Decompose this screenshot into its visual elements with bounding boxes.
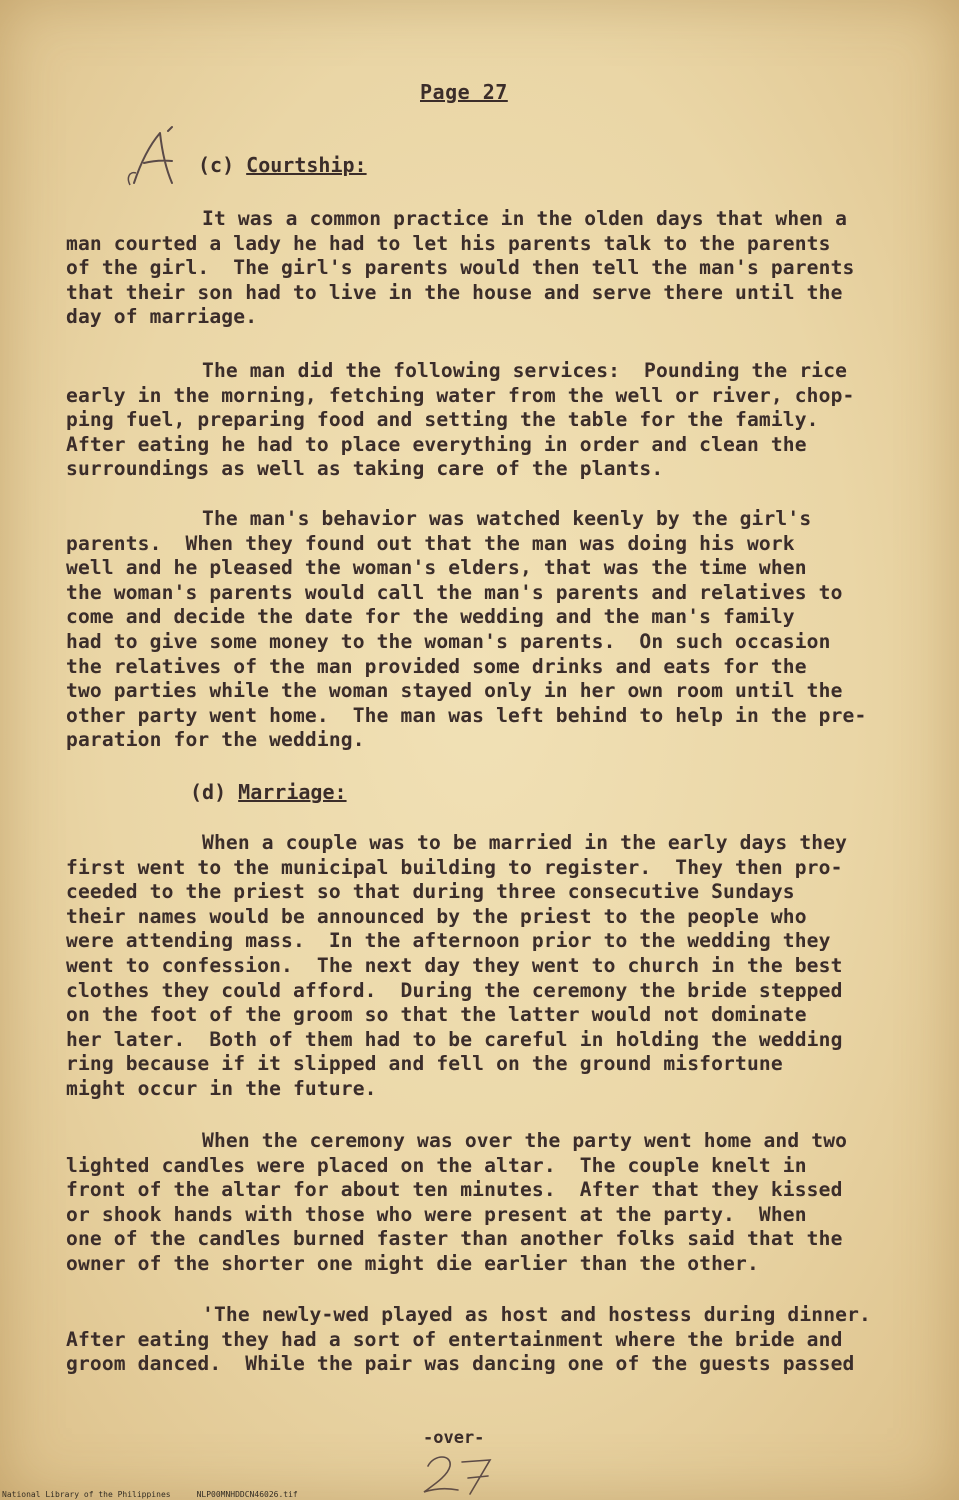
text-line: groom danced. While the pair was dancing one of the guests passed <box>66 1352 855 1376</box>
text-line: well and he pleased the woman's elders, that was the time when <box>66 556 807 580</box>
text-line: 'The newly-wed played as host and hostess during dinner. <box>202 1303 871 1326</box>
text-line: one of the candles burned faster than another folks said that the <box>66 1227 843 1251</box>
text-line: had to give some money to the woman's parents. On such occasion <box>66 629 831 653</box>
text-line: ceeded to the priest so that during three consecutive Sundays <box>66 880 795 904</box>
text-line: The man's behavior was watched keenly by the girl's <box>202 507 812 530</box>
paragraph-ceremony <box>66 1129 896 1277</box>
text-line: were attending mass. In the afternoon prior to the wedding they <box>66 929 831 953</box>
text-line: early in the morning, fetching water from the well or river, chop- <box>66 383 855 407</box>
text-line: After eating he had to place everything in order and clean the <box>66 432 807 456</box>
text-line: on the foot of the groom so that the latter would not dominate <box>66 1003 807 1027</box>
paragraph-courtship-intro <box>66 207 896 330</box>
text-line: might occur in the future. <box>66 1076 377 1100</box>
text-line: paration for the wedding. <box>66 728 365 752</box>
text-line: It was a common practice in the olden days that when a <box>202 207 848 230</box>
text-line: of the girl. The girl's parents would then tell the man's parents <box>66 256 855 280</box>
text-line: lighted candles were placed on the altar. The couple knelt in <box>66 1153 807 1177</box>
text-line: come and decide the date for the wedding and the man's family <box>66 605 795 629</box>
paragraph-marriage <box>66 831 896 1102</box>
text-line: her later. Both of them had to be careful in holding the wedding <box>66 1027 843 1051</box>
page-number: Page 27 <box>420 80 508 104</box>
paragraph-newlywed <box>66 1303 896 1377</box>
text-line: that their son had to live in the house and serve there until the <box>66 280 843 304</box>
text-line: their names would be announced by the priest to the people who <box>66 904 807 928</box>
courtship-label: (c) <box>198 153 247 177</box>
text-line: parents. When they found out that the man was doing his work <box>66 531 795 555</box>
text-line: When the ceremony was over the party went home and two <box>202 1129 848 1152</box>
text-line: other party went home. The man was left behind to help in the pre- <box>66 703 867 727</box>
over-indicator: -over- <box>423 1428 485 1448</box>
paragraph-behavior <box>66 507 896 753</box>
courtship-title: Courtship: <box>246 153 367 177</box>
section-heading-marriage <box>190 780 347 804</box>
marriage-title: Marriage: <box>238 780 347 804</box>
text-line: The man did the following services: Pounding the rice <box>202 359 848 382</box>
file-name: NLP00MNHDDCN46026.tif <box>196 1490 298 1499</box>
text-line: the woman's parents would call the man's parents and relatives to <box>66 580 843 604</box>
text-line: the relatives of the man provided some drinks and eats for the <box>66 654 807 678</box>
text-line: man courted a lady he had to let his parents talk to the parents <box>66 231 831 255</box>
text-line: went to confession. The next day they went to church in the best <box>66 953 843 977</box>
handwritten-folio-number <box>410 1448 510 1498</box>
text-line: clothes they could afford. During the ceremony the bride stepped <box>66 978 843 1002</box>
scan-caption <box>2 1490 324 1499</box>
text-line: ring because if it slipped and fell on the ground misfortune <box>66 1052 783 1076</box>
text-line: two parties while the woman stayed only in her own room until the <box>66 679 843 703</box>
marriage-label: (d) <box>190 780 239 804</box>
library-name: National Library of the Philippines <box>2 1490 171 1499</box>
paragraph-services <box>66 359 896 482</box>
text-line: front of the altar for about ten minutes. After that they kissed <box>66 1178 843 1202</box>
text-line: owner of the shorter one might die earlier than the other. <box>66 1251 759 1275</box>
section-heading-courtship <box>198 153 367 177</box>
text-line: When a couple was to be married in the early days they <box>202 831 848 854</box>
text-line: After eating they had a sort of entertainment where the bride and <box>66 1327 843 1351</box>
text-line: day of marriage. <box>66 305 258 329</box>
handwritten-marginal-note <box>122 125 192 190</box>
text-line: surroundings as well as taking care of the plants. <box>66 457 664 481</box>
text-line: ping fuel, preparing food and setting the table for the family. <box>66 408 819 432</box>
text-line: first went to the municipal building to register. They then pro- <box>66 855 843 879</box>
text-line: or shook hands with those who were present at the party. When <box>66 1202 807 1226</box>
